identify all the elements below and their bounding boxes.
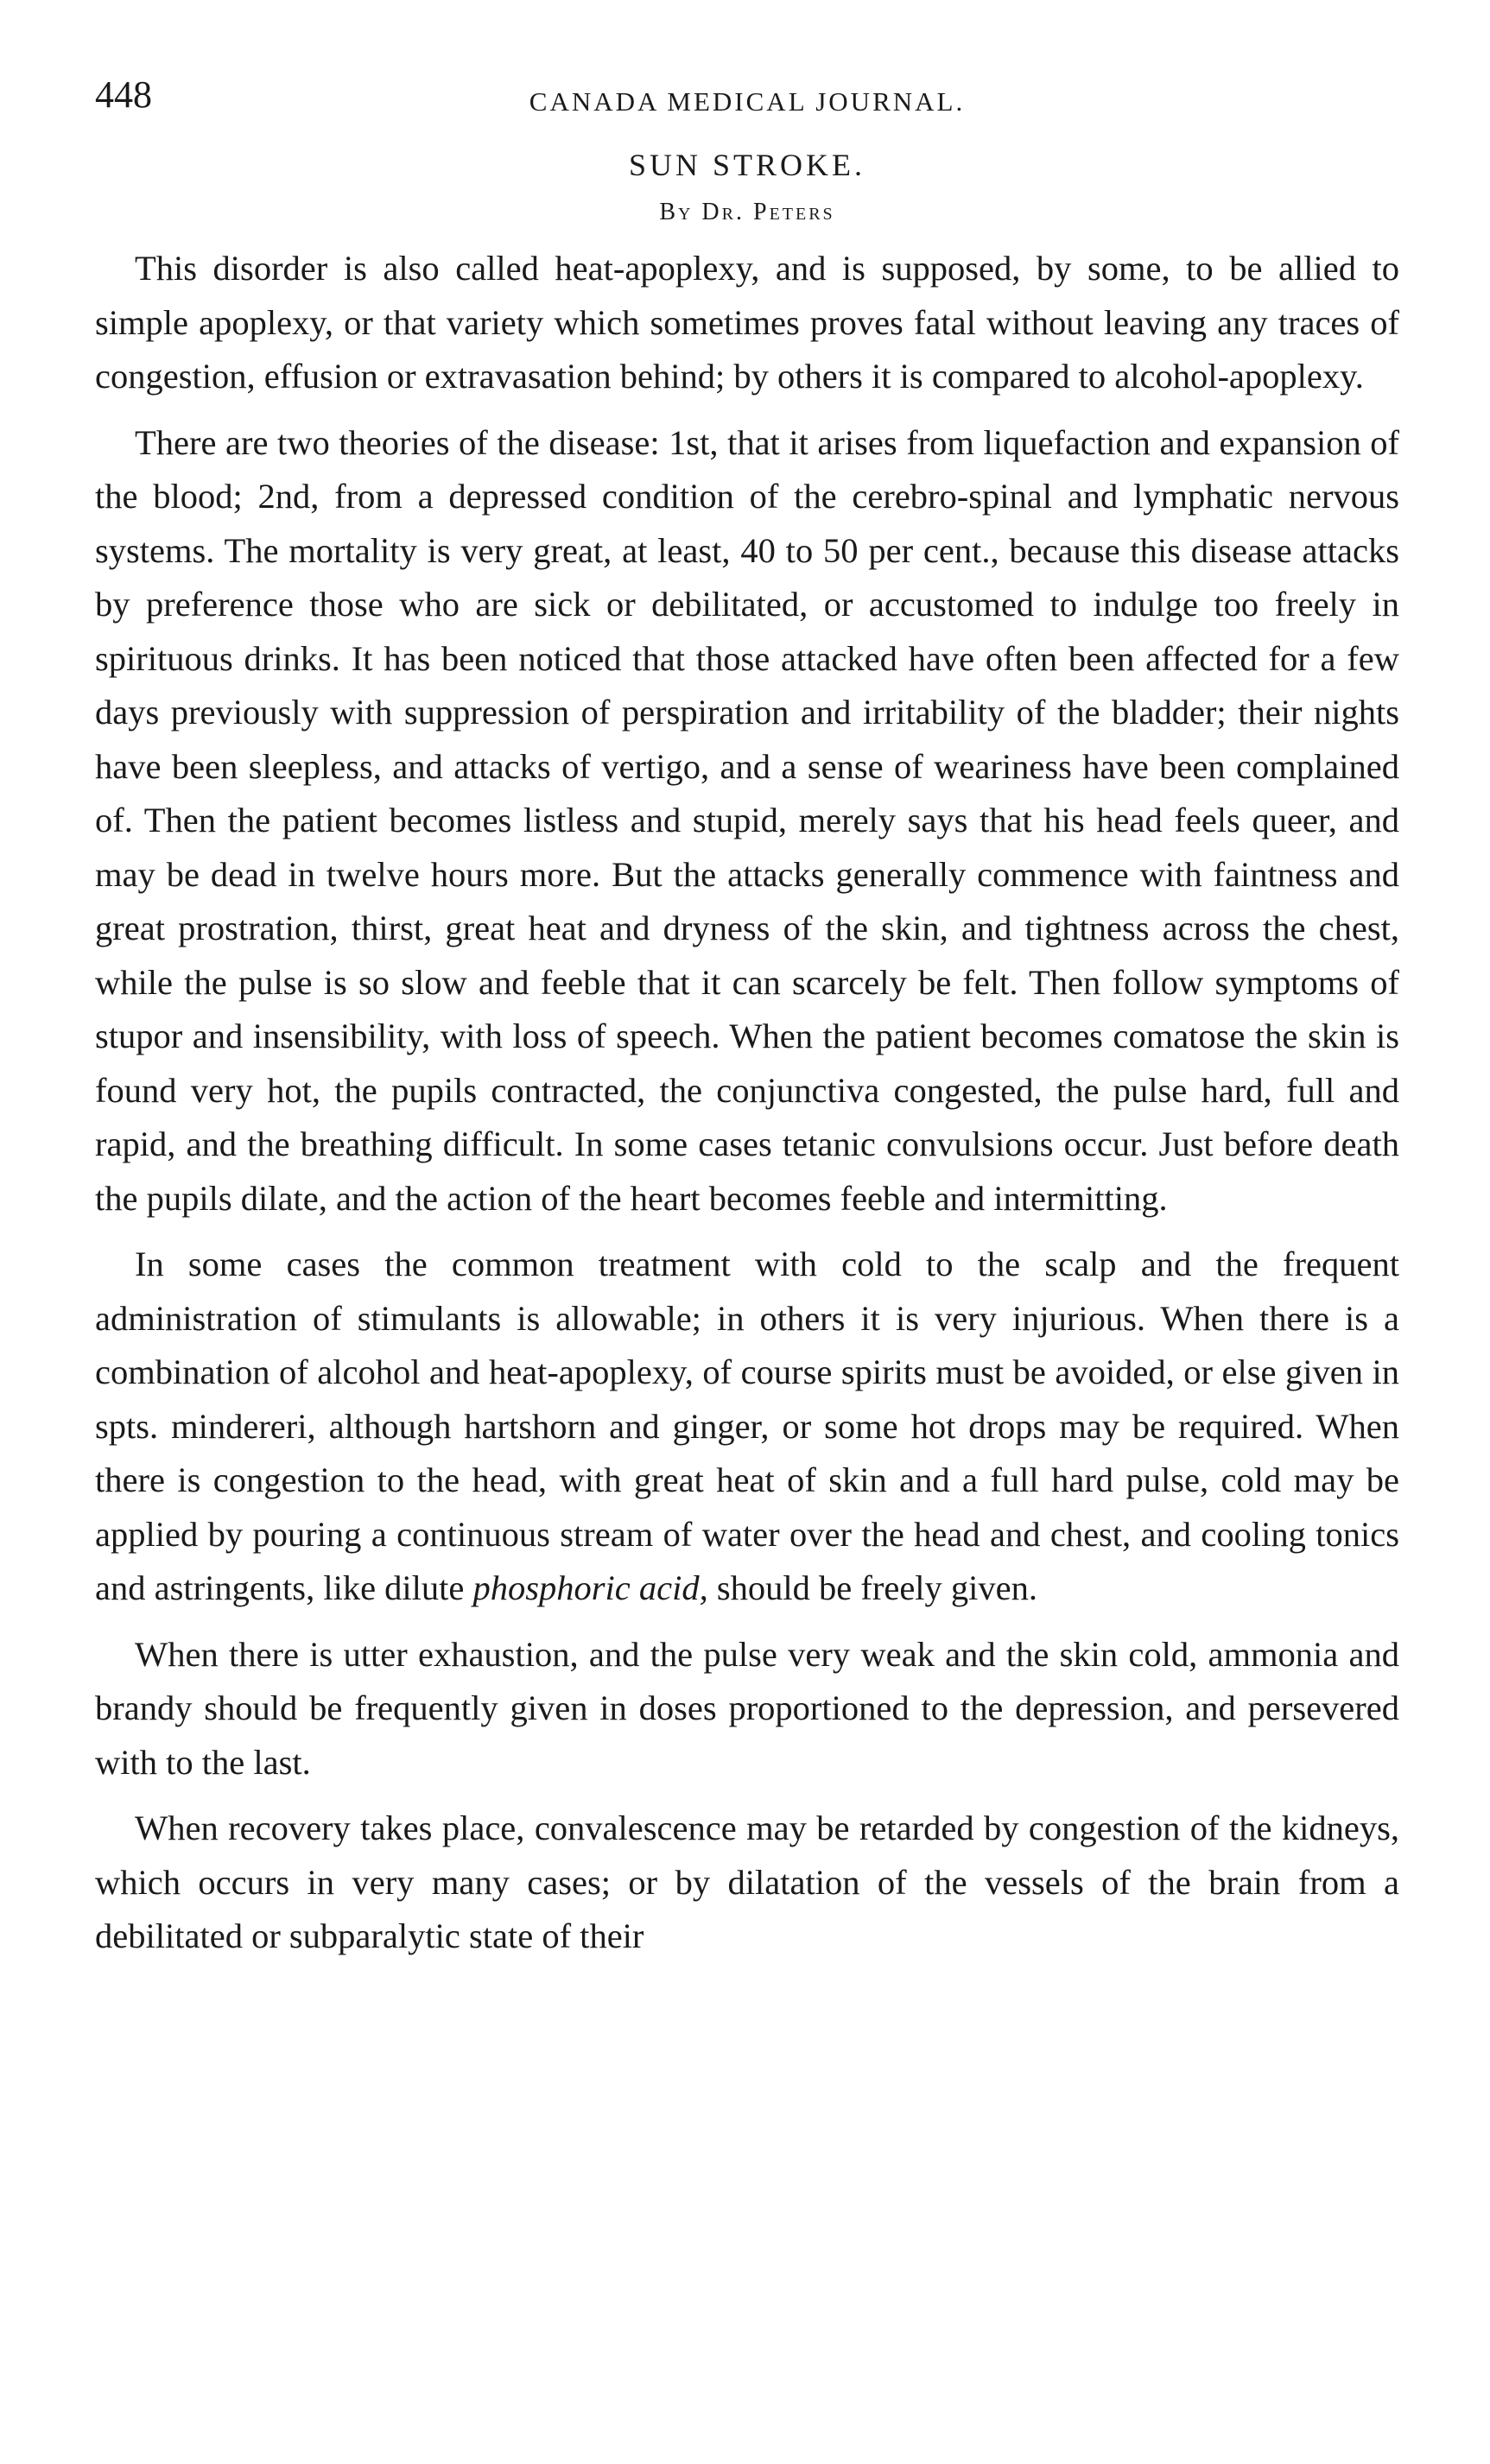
page-header <box>95 60 1399 130</box>
paragraph-4: When there is utter exhaustion, and the pulse very weak and the skin cold, ammonia and brandy should be frequently given in doses proportioned to the depression, and persevered with to the last. <box>95 1634 1399 1782</box>
journal-page <box>95 60 1399 2444</box>
running-title: CANADA MEDICAL JOURNAL. <box>529 86 966 117</box>
article-body <box>95 242 1399 1964</box>
paragraph-5: When recovery takes place, convalescence may be retarded by congestion of the kidneys, which occurs in very many cases; or by dilatation of the vessels of the brain from a debilitated or subparalytic state of their <box>95 1808 1399 1955</box>
paragraph-3-text-before: In some cases the common treatment with cold to the scalp and the frequent administration of stimulants is allowable; in others it is very injurious. When there is a combination of alcohol and heat-apoplexy, of course spirits must be avoided, or else given in spts. mindereri, although hartshorn and ginger, or some hot drops may be required. When there is congestion to the head, with great heat of skin and a full hard pulse, cold may be applied by pouring a continuous stream of water over the head and chest, and cooling tonics and astringents, like dilute <box>95 1245 1399 1607</box>
article-title: SUN STROKE. <box>628 148 866 182</box>
article-byline: By Dr. Peters <box>659 199 835 225</box>
paragraph-3 <box>95 1238 1399 1616</box>
paragraph-2: There are two theories of the disease: 1st, that it arises from liquefaction and expansion of the blood; 2nd, from a depressed condition of the cerebro-spinal and lymphatic nervous systems. The mortality is very great, at least, 40 to 50 per cent., because this disease attacks by preference those who are sick or debilitated, or accustomed to indulge too freely in spirituous drinks. It has been noticed that those attacked have often been affected for a few days previously with suppression of perspiration and irritability of the bladder; their nights have been sleepless, and attacks of vertigo, and a sense of weariness have been complained of. Then the patient becomes listless and stupid, merely says that his head feels queer, and may be dead in twelve hours more. But the attacks generally commence with faintness and great prostration, thirst, great heat and dryness of the skin, and tightness across the chest, while the pulse is so slow and feeble that it can scarcely be felt. Then follow symptoms of stupor and insensibility, with loss of speech. When the patient becomes comatose the skin is found very hot, the pupils contracted, the conjunctiva congested, the pulse hard, full and rapid, and the breathing difficult. In some cases tetanic convulsions occur. Just before death the pupils dilate, and the action of the heart becomes feeble and intermitting. <box>95 422 1399 1218</box>
page-number: 448 <box>95 73 152 116</box>
paragraph-3-italic-term: phosphoric acid, <box>472 1568 708 1607</box>
paragraph-1: This disorder is also called heat-apoplexy, and is supposed, by some, to be allied to simple apoplexy, or that variety which sometimes proves fatal without leaving any traces of congestion, effusion or extravasation behind; by others it is compared to alcohol-apoplexy. <box>95 249 1399 396</box>
paragraph-3-text-after: should be freely given. <box>707 1568 1038 1607</box>
